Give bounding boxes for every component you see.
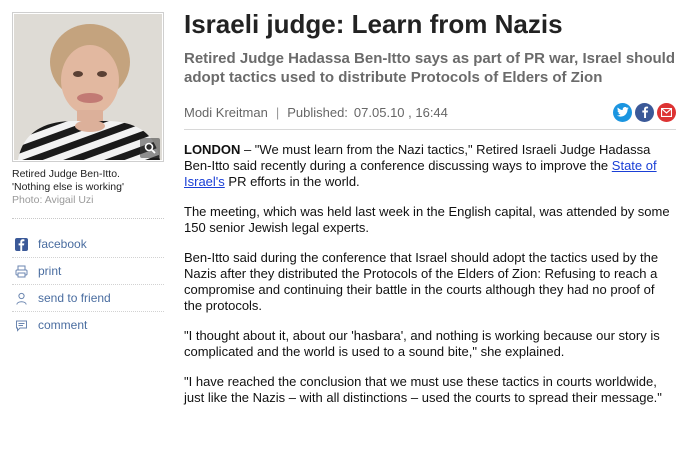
share-send-to-friend[interactable] xyxy=(12,285,164,312)
state-of-israel-link[interactable]: State of Israel's xyxy=(184,158,657,189)
article-paragraph: "I thought about it, about our 'hasbara', and nothing is working because our story is complicated and the world is used to a sound bite," she explained. xyxy=(184,328,660,359)
article-paragraph: The meeting, which was held last week in the English capital, was attended by some 150 senior Jewish legal experts. xyxy=(184,204,670,235)
zoom-button[interactable] xyxy=(140,138,160,158)
share-print[interactable] xyxy=(12,258,164,285)
article-paragraph: Ben-Itto said during the conference that Israel should adopt the tactics used by the Nazis after they distributed the Protocols of the Elders of Zion: Refusing to reach a compromise and continuing their battle in the courts although they had no proof of the protocols. xyxy=(184,250,659,313)
sidebar xyxy=(12,12,164,338)
paragraph-text: – "We must learn from the Nazi tactics," Retired Israeli Judge Hadassa Ben-Itto said recently during a conference discussing ways to improve the xyxy=(184,142,651,173)
facebook-icon xyxy=(14,237,28,251)
caption-line: 'Nothing else is working' xyxy=(12,181,124,193)
share-list xyxy=(12,231,164,338)
person-icon xyxy=(14,291,28,305)
magnifier-icon xyxy=(144,142,156,154)
dateline: LONDON xyxy=(184,142,241,157)
paragraph-text: PR efforts in the world. xyxy=(224,174,360,189)
share-facebook[interactable] xyxy=(12,231,164,258)
share-comment[interactable] xyxy=(12,312,164,338)
share-icons xyxy=(613,103,676,122)
author-name[interactable]: Modi Kreitman xyxy=(184,104,268,120)
caption-line: Retired Judge Ben-Itto. xyxy=(12,168,120,180)
published-label: Published: xyxy=(287,104,348,120)
share-label: facebook xyxy=(38,237,87,251)
share-label: comment xyxy=(38,318,88,332)
print-icon xyxy=(14,264,28,278)
article-photo-frame xyxy=(12,12,164,162)
article-body xyxy=(184,142,676,406)
byline-separator: | xyxy=(275,104,280,120)
article-headline: Israeli judge: Learn from Nazis xyxy=(184,9,563,39)
article-subhead: Retired Judge Hadassa Ben-Itto says as part of PR war, Israel should adopt tactics used to distribute Protocols of Elders of Zion xyxy=(184,50,675,86)
photo-caption xyxy=(12,168,164,207)
byline-bar xyxy=(184,95,676,130)
article-paragraph: "I have reached the conclusion that we must use these tactics in courts worldwide, just like the Nazis – with all distinctions – used the courts to spread their message." xyxy=(184,374,662,405)
divider xyxy=(12,218,164,219)
photo-credit: Photo: Avigail Uzi xyxy=(12,194,94,206)
email-icon[interactable] xyxy=(657,103,676,122)
share-label: print xyxy=(38,264,62,278)
comment-icon xyxy=(14,318,28,332)
twitter-icon[interactable] xyxy=(613,103,632,122)
article xyxy=(184,8,676,420)
share-label: send to friend xyxy=(38,291,111,305)
facebook-icon[interactable] xyxy=(635,103,654,122)
published-date: 07.05.10 , 16:44 xyxy=(353,104,448,120)
article-paragraph xyxy=(184,142,676,190)
